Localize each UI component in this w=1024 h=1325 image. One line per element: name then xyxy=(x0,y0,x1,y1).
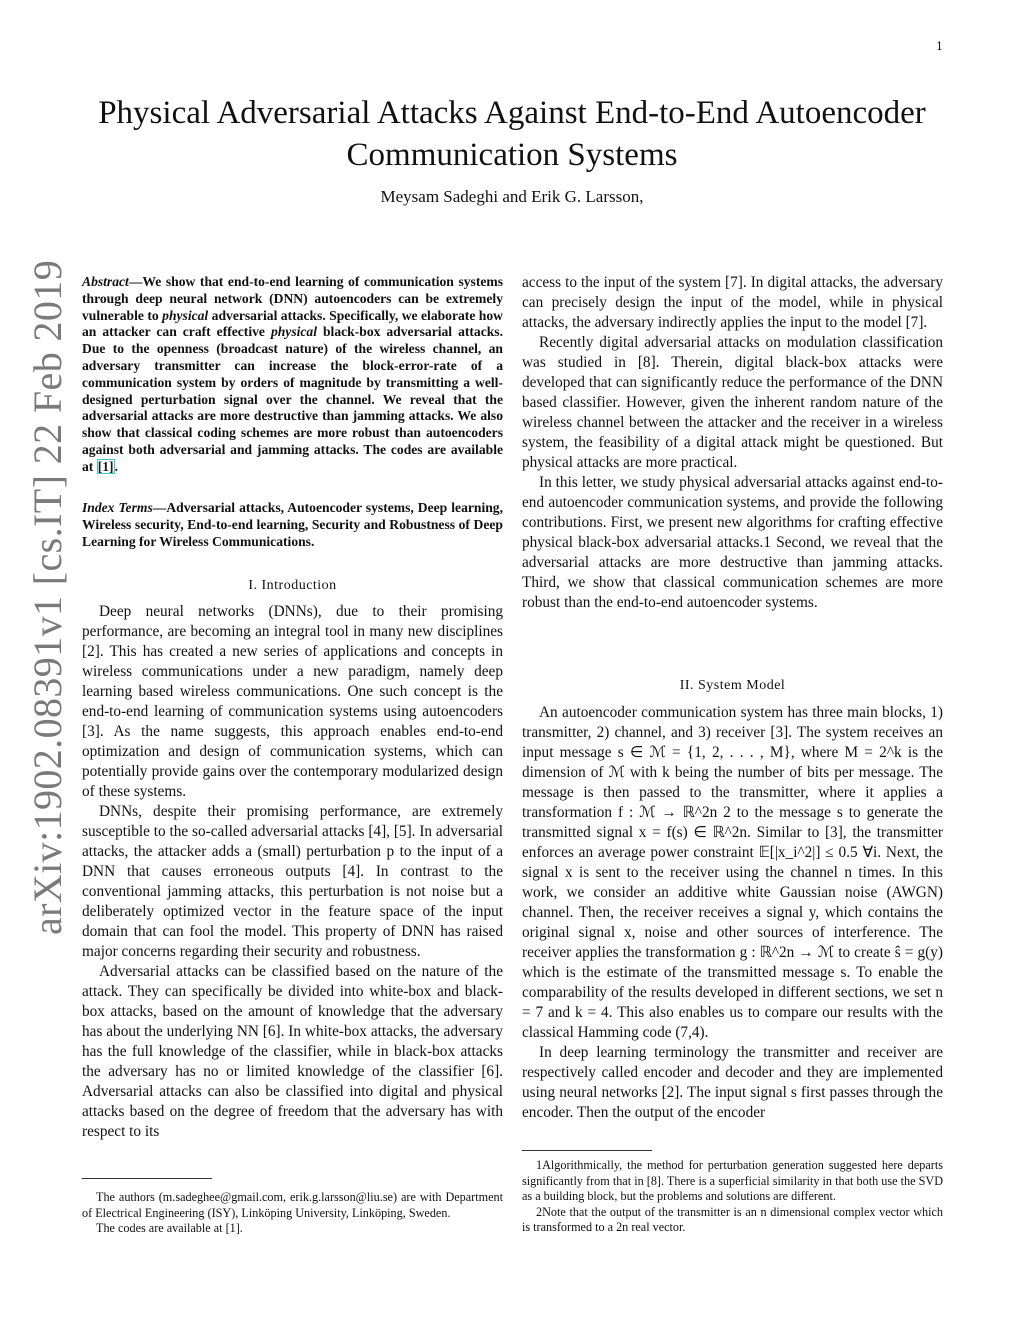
section-heading-introduction: I. Introduction xyxy=(248,578,337,593)
footnote: 2Note that the output of the transmitter is an n dimensional complex vector which is transformed to a 2n real vector. xyxy=(522,1204,943,1234)
paragraph: Recently digital adversarial attacks on modulation classification was studied in [8]. Therein, digital black-box attacks were developed that can significantly reduce the performance of the DNN based classifier. However, given the inherent random nature of the wireless channel between the attacker and the receiver in a wireless system, the feasibility of a digital attack might be questioned. But physical attacks are more practical. xyxy=(522,334,943,471)
paragraph: access to the input of the system [7]. In digital attacks, the adversary can precisely design the input of the model, while in physical attacks, the adversary indirectly applies the input to the model [7]. xyxy=(522,274,943,331)
footnote-divider xyxy=(522,1150,652,1151)
abstract-text: —We show that end-to-end learning of communication systems through deep neural network (DNN) autoencoders can be extremely vulnerable to xyxy=(82,274,503,323)
footnotes-left xyxy=(82,1190,503,1237)
introduction-body xyxy=(82,602,503,1142)
abstract-lead: Abstract xyxy=(82,274,129,289)
abstract-emphasis: physical xyxy=(162,307,209,323)
right-column-intro-continued xyxy=(522,273,943,613)
footnotes-right xyxy=(522,1158,943,1236)
footnote: 1Algorithmically, the method for perturbation generation suggested here departs significantly from that in [8]. There is a superficial similarity in that both use the SVD as a building block, but the problems and solutions are different. xyxy=(522,1158,943,1203)
paper-authors: Meysam Sadeghi and Erik G. Larsson, xyxy=(380,187,644,206)
abstract-text: . xyxy=(114,458,118,474)
footnote: The codes are available at [1]. xyxy=(96,1221,243,1235)
paper-title: Physical Adversarial Attacks Against End-to-End Autoencoder Communication Systems xyxy=(98,95,926,173)
index-terms xyxy=(82,500,503,550)
page-number: 1 xyxy=(936,40,943,53)
system-model-body xyxy=(522,703,943,1123)
paragraph: In this letter, we study physical adversarial attacks against end-to-end autoencoder communication systems, and provide the following contributions. First, we present new algorithms for crafting effective physical black-box adversarial attacks.1 Second, we reveal that the adversarial attacks are more destructive than jamming attacks. Third, we show that classical communication schemes are more robust than the end-to-end autoencoder systems. xyxy=(522,474,943,611)
abstract-emphasis: physical xyxy=(270,324,318,340)
abstract-text: adversarial attacks. Specifically, we elaborate how an attacker can craft effective xyxy=(82,307,503,340)
footnote-divider xyxy=(82,1178,212,1179)
index-terms-lead: Index Terms xyxy=(82,500,153,515)
footnote: The authors (m.sadeghee@gmail.com, erik.g.larsson@liu.se) are with Department of Electrical Engineering (ISY), Linköping University, Linköping, Sweden. xyxy=(82,1190,503,1220)
arxiv-identifier-stamp: arXiv:1902.08391v1 [cs.IT] 22 Feb 2019 xyxy=(25,259,70,935)
paragraph: An autoencoder communication system has three main blocks, 1) transmitter, 2) channel, and 3) receiver [3]. The system receives an input message s ∈ ℳ = {1, 2, . . . , M}, where M = 2^k is the dimension of ℳ with k being the number of bits per message. The message is then passed to the transmitter, where it applies a transformation f : ℳ → ℝ^2n 2 to the message s to generate the transmitted signal x = f(s) ∈ ℝ^2n. Similar to [3], the transmitter enforces an average power constraint 𝔼[|x_i^2|] ≤ 0.5 ∀i. Next, the signal x is sent to the receiver using the channel n times. In this work, we consider an additive white Gaussian noise (AWGN) channel. Then, the receiver receives a signal y, which contains the original signal x, noise and other sources of interference. The receiver applies the transformation g : ℝ^2n → ℳ to create ŝ = g(y) which is the estimate of the transmitted message s. To enable the comparability of the results developed in different sections, we set n = 7 and k = 4. This also enables us to compare our results with the classical Hamming code (7,4). xyxy=(522,704,943,1041)
section-heading-system-model: II. System Model xyxy=(679,678,786,693)
paragraph: Adversarial attacks can be classified based on the nature of the attack. They can specifically be divided into white-box and black-box attacks, based on the amount of knowledge that the adversary has about the underlying NN [6]. In white-box attacks, the adversary has the full knowledge of the classifier, while in black-box attacks the adversary has no or limited knowledge of the classifier [6]. Adversarial attacks can also be classified into digital and physical attacks based on the degree of freedom that the adversary has with respect to its xyxy=(82,963,503,1140)
paragraph: In deep learning terminology the transmitter and receiver are respectively called encoder and decoder and they are implemented using neural networks [2]. The input signal s first passes through the encoder. Then the output of the encoder xyxy=(522,1044,943,1121)
abstract-text: black-box adversarial attacks. Due to the openness (broadcast nature) of the wireless channel, an adversary transmitter can increase the block-error-rate of a communication system by orders of magnitude by transmitting a well-designed perturbation signal over the channel. We reveal that the adversarial attacks are more destructive than jamming attacks. We also show that classical coding schemes are more robust than autoencoders against both adversarial and jamming attacks. The codes are available at xyxy=(82,324,503,474)
index-terms-text: —Adversarial attacks, Autoencoder systems, Deep learning, Wireless security, End-to-end learning, Security and Robustness of Deep Learning for Wireless Communications. xyxy=(82,500,503,549)
abstract xyxy=(82,274,503,476)
paragraph: DNNs, despite their promising performance, are extremely susceptible to the so-called adversarial attacks [4], [5]. In adversarial attacks, the attacker adds a (small) perturbation p to the input of a DNN that causes erroneous outputs [4]. In contrast to the conventional jamming attacks, this perturbation is not noise but a deliberately optimized vector in the feature space of the input domain that can fool the model. This property of DNN has raised major concerns regarding their security and robustness. xyxy=(82,803,503,960)
paragraph: Deep neural networks (DNNs), due to their promising performance, are becoming an integral tool in many new disciplines [2]. This has created a new series of applications and concepts in wireless communications under a new paradigm, namely deep learning based wireless communications. One such concept is the end-to-end learning of communication systems using autoencoders [3]. As the name suggests, this approach enables end-to-end optimization and design of communication systems, which can potentially provide gains over the contemporary modularized design of these systems. xyxy=(82,603,503,800)
citation-link[interactable]: [1] xyxy=(97,458,114,474)
